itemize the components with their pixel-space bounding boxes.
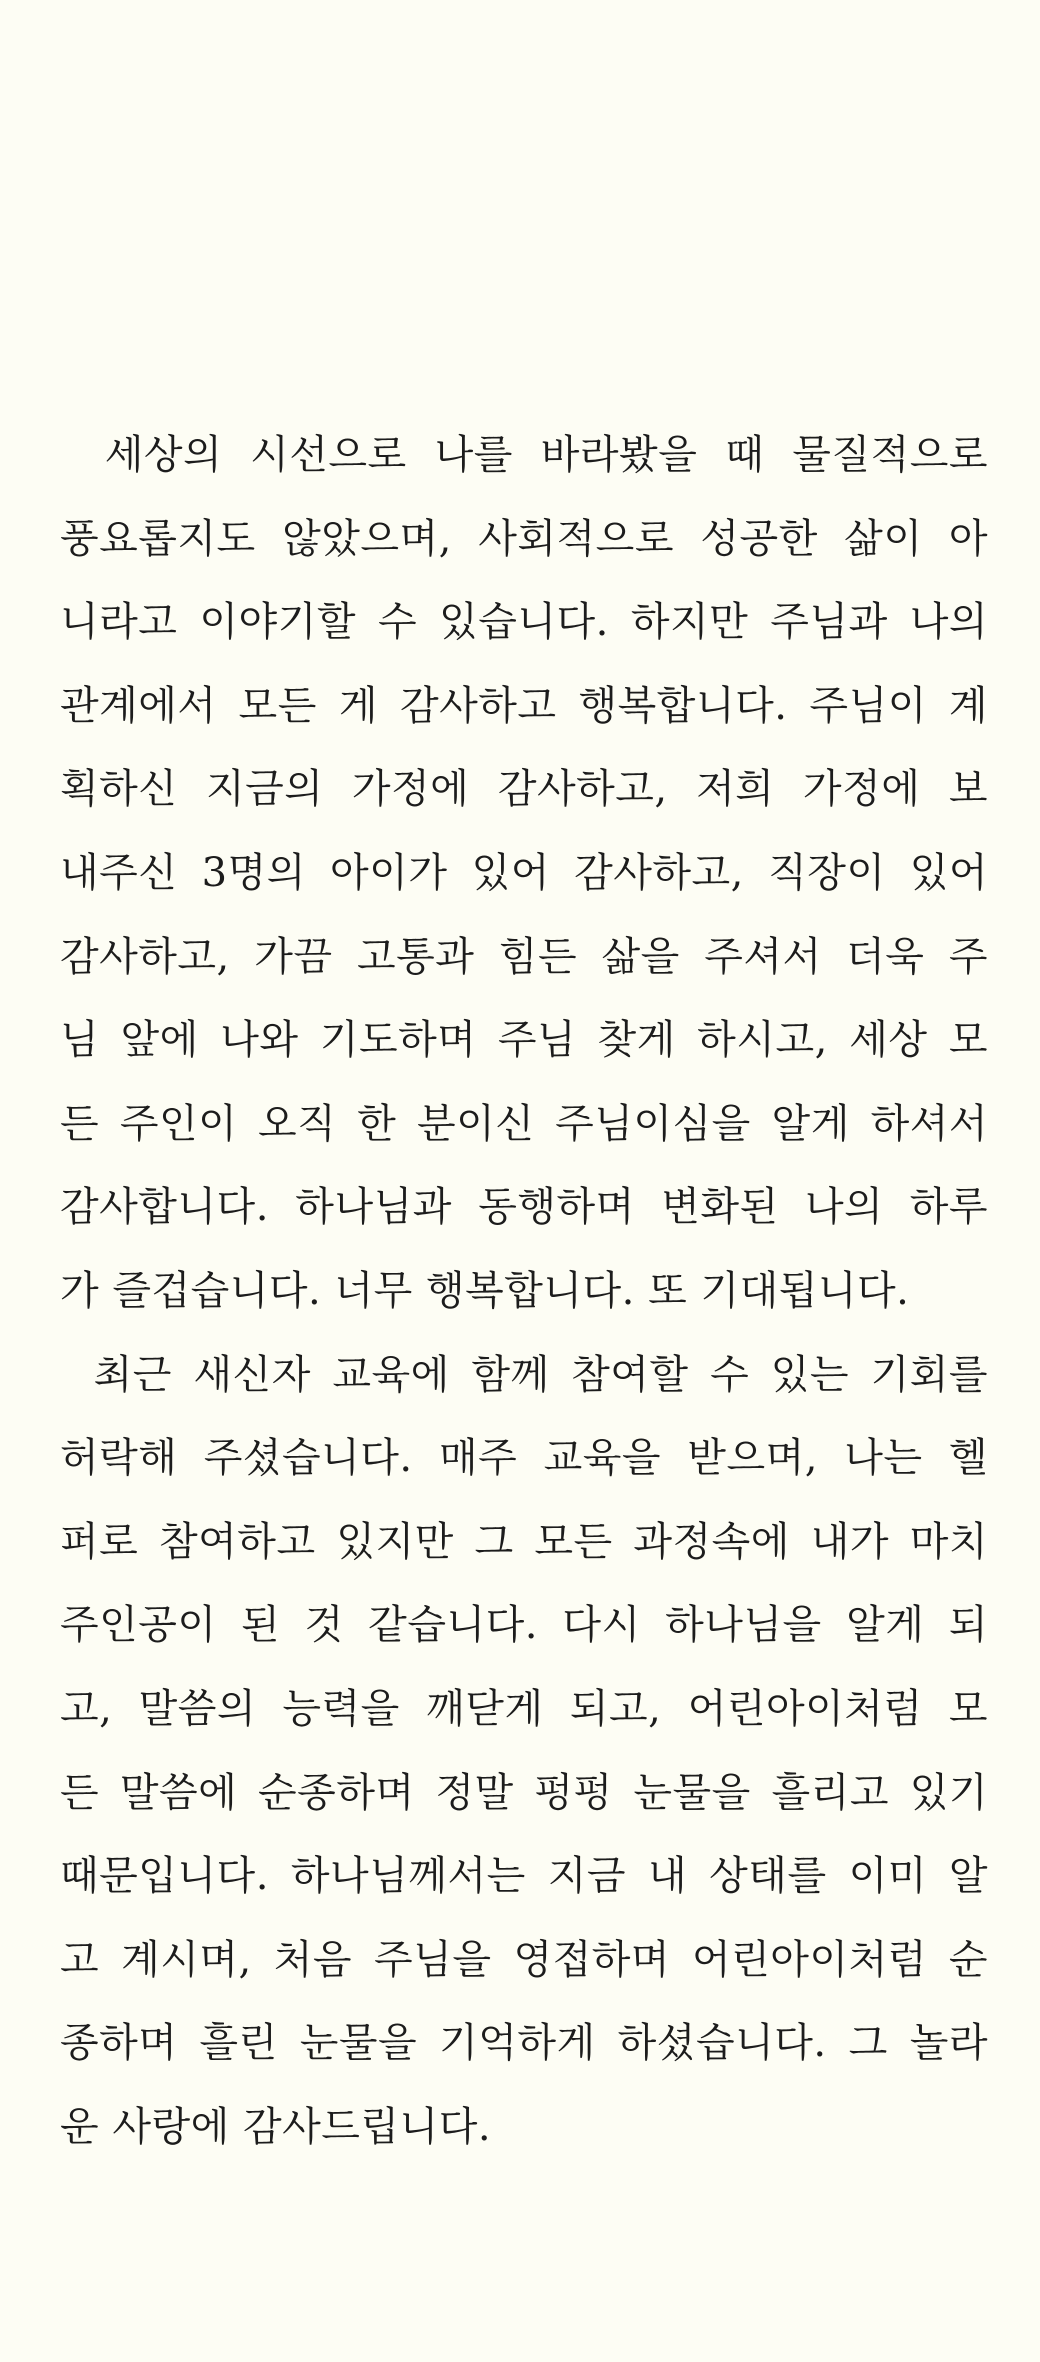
text-line: 풍요롭지도 않았으며, 사회적으로 성공한 삶이 아 — [60, 515, 988, 562]
text-line: 든 주인이 오직 한 분이신 주님이심을 알게 하셔서 — [60, 1100, 988, 1147]
text-line: 허락해 주셨습니다. 매주 교육을 받으며, 나는 헬 — [60, 1435, 988, 1482]
text-line: 님 앞에 나와 기도하며 주님 찾게 하시고, 세상 모 — [60, 1017, 988, 1064]
body-text — [60, 414, 988, 2169]
text-line: 퍼로 참여하고 있지만 그 모든 과정속에 내가 마치 — [60, 1518, 988, 1565]
text-line: 고, 말씀의 능력을 깨닫게 되고, 어린아이처럼 모 — [60, 1685, 988, 1732]
text-line: 획하신 지금의 가정에 감사하고, 저희 가정에 보 — [60, 766, 988, 813]
text-line: 감사합니다. 하나님과 동행하며 변화된 나의 하루 — [60, 1184, 988, 1231]
text-line: 세상의 시선으로 나를 바라봤을 때 물질적으로 — [104, 432, 988, 478]
text-line: 주인공이 된 것 같습니다. 다시 하나님을 알게 되 — [60, 1602, 988, 1649]
text-line: 때문입니다. 하나님께서는 지금 내 상태를 이미 알 — [60, 1853, 988, 1900]
text-line: 운 사랑에 감사드립니다. — [60, 2103, 492, 2150]
text-line: 가 즐겁습니다. 너무 행복합니다. 또 기대됩니다. — [60, 1267, 910, 1314]
text-line: 니라고 이야기할 수 있습니다. 하지만 주님과 나의 — [60, 599, 988, 646]
text-line: 종하며 흘린 눈물을 기억하게 하셨습니다. 그 놀라 — [60, 2020, 988, 2067]
text-line: 든 말씀에 순종하며 정말 펑펑 눈물을 흘리고 있기 — [60, 1769, 988, 1816]
paragraph — [60, 1334, 988, 2170]
text-line: 관계에서 모든 게 감사하고 행복합니다. 주님이 계 — [60, 682, 988, 729]
paragraph — [60, 414, 988, 1334]
text-line: 감사하고, 가끔 고통과 힘든 삶을 주셔서 더욱 주 — [60, 933, 988, 980]
text-line: 내주신 3명의 아이가 있어 감사하고, 직장이 있어 — [60, 849, 988, 896]
text-line: 고 계시며, 처음 주님을 영접하며 어린아이처럼 순 — [60, 1936, 988, 1983]
text-line: 최근 새신자 교육에 함께 참여할 수 있는 기회를 — [93, 1351, 988, 1398]
